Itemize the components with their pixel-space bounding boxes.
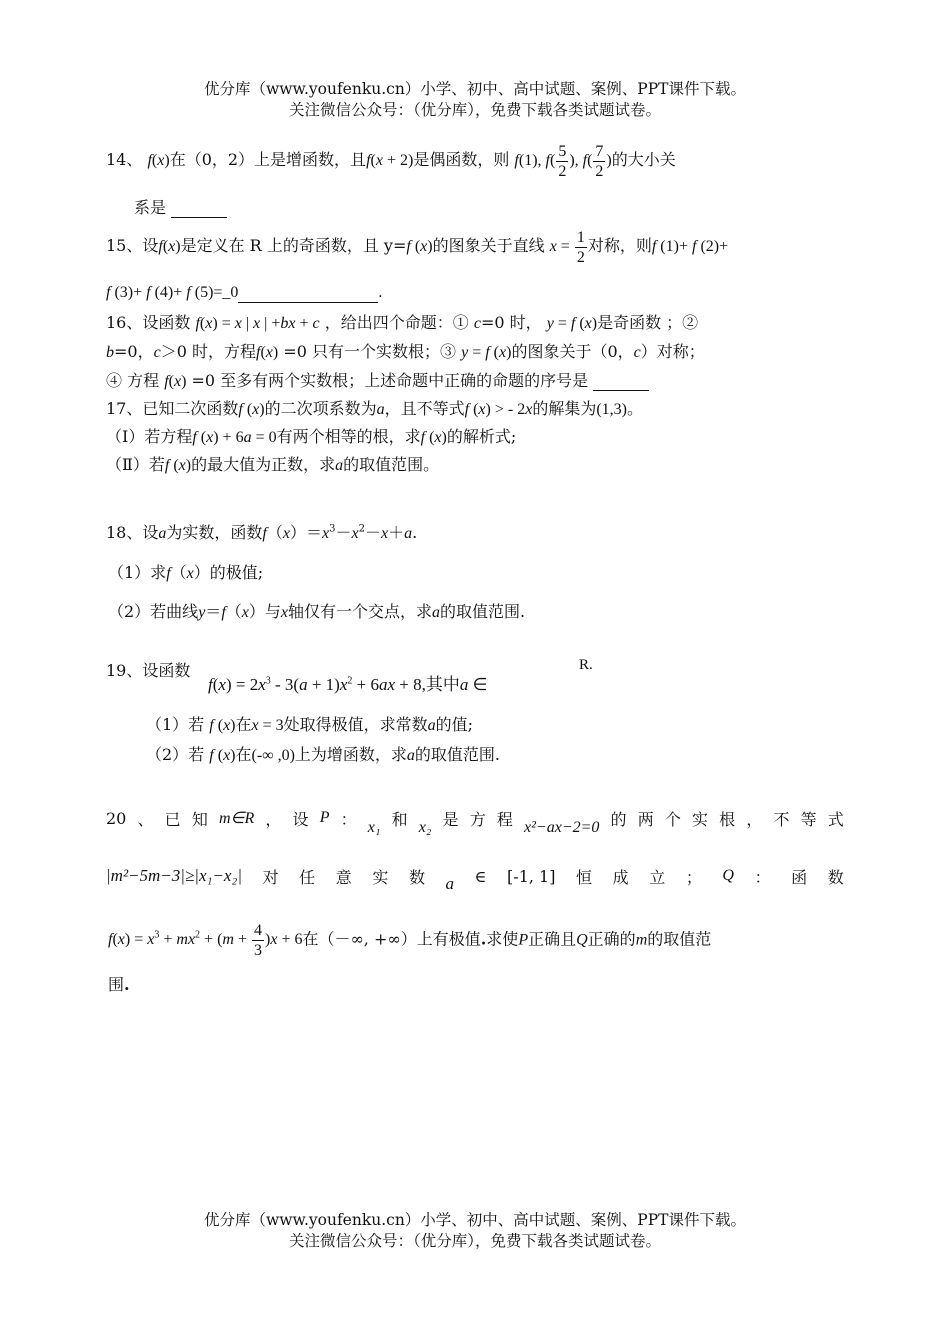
q14-line-1: 14、 f(x)在（0，2）上是增函数，且f(x + 2)是偶函数，则 f(1), f( $\frac{5}{2}$ ), f( $\frac{7}{2}$ )的大小关 — [106, 142, 676, 180]
header-line-1: 优分库（www.youfenku.cn）小学、初中、高中试题、案例、PPT课件下载。 — [203, 80, 747, 98]
q19-part-2: （2）若 f (x)在(-∞ ,0)上为增函数，求a的取值范围. — [146, 745, 501, 764]
q16-line-3: ④ 方程 f(x) =0 至多有两个实数根；上述命题中正确的命题的序号是 — [106, 368, 649, 391]
q20-line-4: 围. — [108, 975, 130, 994]
q15-answer: _0 — [222, 284, 239, 301]
q17-part-2: （Ⅱ）若f (x)的最大值为正数，求a的取值范围。 — [106, 455, 440, 474]
q16-line-2: b=0，c＞0 时，方程f(x) =0 只有一个实数根；③ y = f (x)的图象关于（0，c）对称； — [106, 342, 705, 361]
q19-formula: $f(x) = 2x^3 - 3(a + 1)x^2 + 6ax + 8$,其中a ∈ — [208, 675, 488, 695]
q15-frac-1-2: $\frac{1}{2}$ — [576, 228, 585, 266]
q20-line-1: 20 、 已 知 m∈R ， 设 P ： x₁ 和 x₂ 是 方 程 x²−ax−2=0 的 两 个 实 根 ， 不 等 式 — [106, 808, 844, 836]
q19-label: 19、设函数 — [106, 661, 191, 680]
q19-part-1: （1）若 f (x)在x = 3处取得极值，求常数a的值; — [146, 715, 474, 734]
q14-frac-7-2: $\frac{7}{2}$ — [595, 142, 604, 180]
q20-line-3: $f(x) = x^3 + mx^2 + (m$ + $\frac{4}{3}$ )x + 6在（－∞, +∞）上有极值.求使P正确且Q正确的m的取值范 — [108, 922, 712, 960]
page-header — [0, 79, 950, 121]
q18-stem: 18、设a为实数，函数$f(x)=x^3-x^2-x+a$. — [106, 523, 418, 542]
page-footer — [0, 1210, 950, 1252]
q19-domain: R. — [579, 657, 593, 673]
q18-part-2: （2）若曲线y＝f（x）与x轴仅有一个交点，求a的取值范围. — [108, 602, 526, 621]
q16-line-1: 16、设函数 f(x) = x | x | +bx + c ，给出四个命题：① c=0 时， y = f (x)是奇函数 ；② — [106, 313, 699, 332]
q15-line-1: 15、设f(x)是定义在 R 上的奇函数，且 y=f (x)的图象关于直线 x = $\frac{1}{2}$ 对称，则f (1)+ f (2)+ — [106, 228, 729, 266]
q17-stem: 17、已知二次函数f (x)的二次项系数为a，且不等式f (x) > - 2x的解集为(1,3)。 — [106, 399, 643, 418]
header-line-2: 关注微信公众号：（优分库），免费下载各类试题试卷。 — [288, 101, 661, 119]
q14-line-2: 系是 — [134, 195, 227, 218]
answer-blank — [171, 198, 227, 218]
footer-line-1: 优分库（www.youfenku.cn）小学、初中、高中试题、案例、PPT课件下载。 — [203, 1211, 747, 1229]
q14-frac-5-2: $\frac{5}{2}$ — [558, 142, 567, 180]
q17-part-1: （Ⅰ）若方程f (x) + 6a = 0有两个相等的根，求f (x)的解析式; — [106, 427, 517, 446]
q15-line-2: f (3)+ f (4)+ f (5)=_0 . — [106, 284, 383, 301]
q18-part-1: （1）求f（x）的极值; — [108, 563, 264, 582]
footer-line-2: 关注微信公众号：（优分库），免费下载各类试题试卷。 — [288, 1232, 661, 1250]
q20-line-2: |m²−5m−3|≥|x₁−x₂| 对 任 意 实 数 a ∈ [-1, 1] 恒 成 立 ； Q ： 函 数 — [106, 866, 844, 893]
q20-frac-4-3: $\frac{4}{3}$ — [254, 922, 262, 960]
